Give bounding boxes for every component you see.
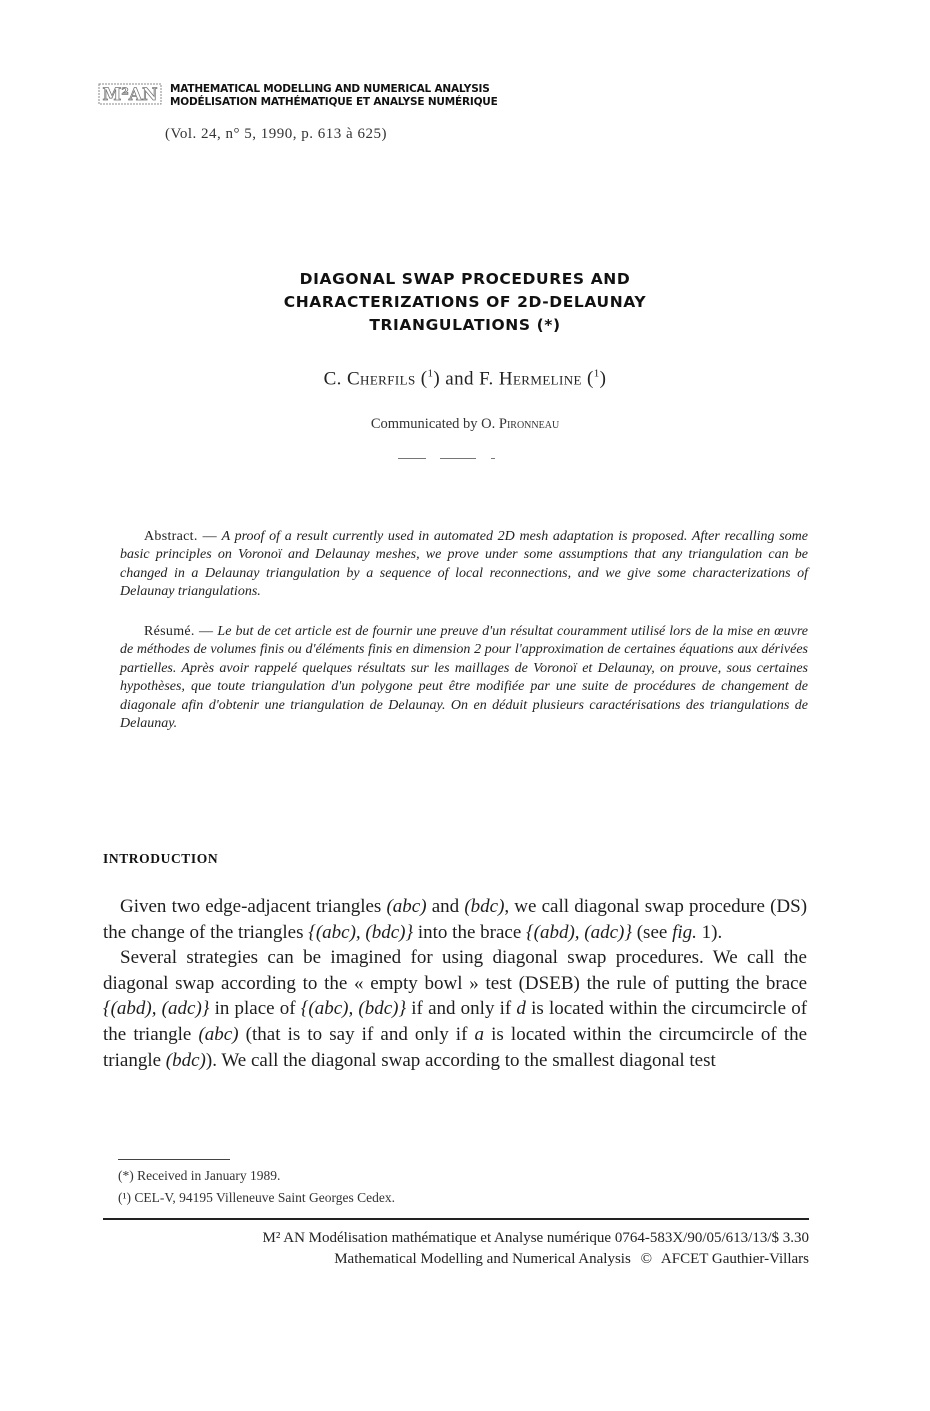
communicator-name: Pironneau xyxy=(498,416,560,432)
paragraph: Several strategies can be imagined for using diagonal swap procedures. We call the diagonal swap according to the « empty bowl » test (DSEB) the rule of putting the brace {(abd), (adc)} in place of {(abc), (bdc)} if and only if d is located within the circumcircle of the triangle (abc) (that is to say if and only if a is located within the circumcircle of the triangle (bdc)). We call the diagonal swap according to the smallest diagonal test xyxy=(103,947,808,1071)
decorative-rule xyxy=(398,458,426,459)
affiliation-mark: ($^1$) xyxy=(587,368,607,390)
author-name: F. Hermeline xyxy=(479,368,582,390)
volume-info: (Vol. 24, n° 5, 1990, p. 613 à 625) xyxy=(165,126,387,142)
publisher-line-2: Mathematical Modelling and Numerical Analysis © AFCET Gauthier-Villars xyxy=(334,1251,809,1267)
decorative-rule xyxy=(440,458,476,459)
affiliation-mark: ($^1$) xyxy=(420,368,441,390)
abstract xyxy=(120,528,808,602)
resume-label: Résumé. — xyxy=(144,624,214,639)
resume-text: Le but de cet article est de fournir une preuve d'un résultat couramment utilisé lors de la mise en œuvre de méthodes de volumes finis ou d'éléments finis en dimension 2 pour l'approximation de certaines équations aux dérivées partielles. Après avoir rappelé quelques résultats sur les maillages de Voronoï et Delaunay, on prouve, sous certaines hypothèses, que toute triangulation d'un polygone peut être modifiée par une suite de procédures de changement de diagonale afin d'obtenir une triangulation de Delaunay. On en déduit plusieurs caractérisations des triangulations de Delaunay. xyxy=(120,624,809,732)
abstract-label: Abstract. — xyxy=(144,529,217,544)
bottom-rule xyxy=(103,1218,809,1220)
svg-text:M²AN: M²AN xyxy=(102,85,158,105)
title-line: TRIANGULATIONS (*) xyxy=(369,316,561,334)
title-line: DIAGONAL SWAP PROCEDURES AND xyxy=(299,270,631,288)
footnote: (*) Received in January 1989. xyxy=(118,1168,281,1183)
title-line: CHARACTERIZATIONS OF 2D-DELAUNAY xyxy=(283,293,647,311)
journal-name-fr: MODÉLISATION MATHÉMATIQUE ET ANALYSE NUMÉRIQUE xyxy=(170,96,498,108)
resume xyxy=(120,623,808,733)
footnote: (¹) CEL-V, 94195 Villeneuve Saint Georges Cedex. xyxy=(118,1190,395,1205)
section-heading: INTRODUCTION xyxy=(103,851,219,866)
abstract-text: A proof of a result currently used in automated 2D mesh adaptation is proposed. After recalling some basic principles on Voronoï and Delaunay meshes, we prove under some assumptions that any triangulation can be changed in a Delaunay triangulation by a sequence of local reconnections, and we give some characterizations of Delaunay triangulations. xyxy=(120,529,809,600)
decorative-rule xyxy=(491,458,495,459)
journal-name-en: MATHEMATICAL MODELLING AND NUMERICAL ANALYSIS xyxy=(170,83,490,95)
copyright-icon: © xyxy=(640,1251,652,1267)
paragraph: Given two edge-adjacent triangles (abc) and (bdc), we call diagonal swap procedure (DS) the change of the triangles {(abc), (bdc)} into the brace {(abd), (adc)} (see fig. 1). xyxy=(103,896,808,943)
footnote-rule xyxy=(118,1159,230,1160)
author-separator: and xyxy=(445,368,474,390)
paper-title xyxy=(0,268,930,337)
journal-logo xyxy=(98,82,162,106)
communicated-by: Communicated by O. Pironneau xyxy=(370,416,560,432)
author-name: C. Cherfils xyxy=(323,368,416,390)
authors xyxy=(0,368,930,390)
publisher-line: M² AN Modélisation mathématique et Analyse numérique 0764-583X/90/05/613/13/$ 3.30 xyxy=(262,1230,809,1246)
body-text xyxy=(103,894,807,1073)
